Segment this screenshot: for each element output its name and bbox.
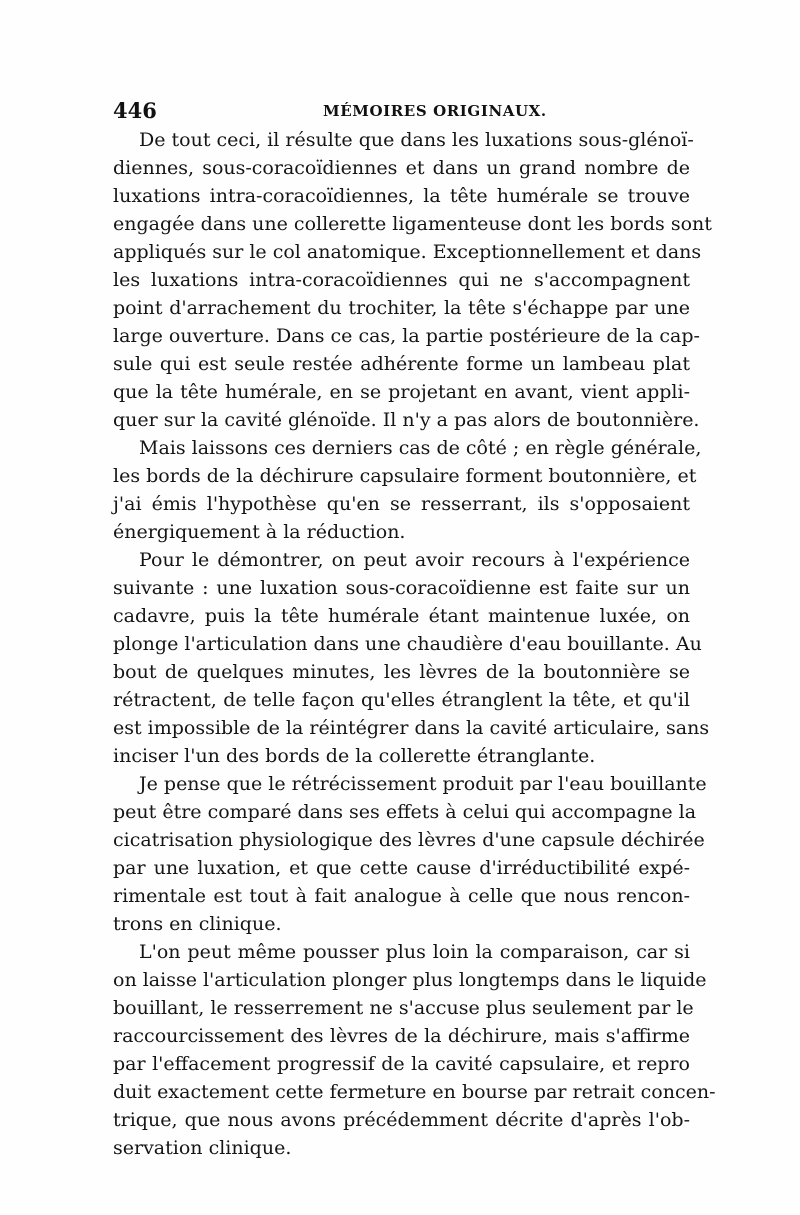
text-line: énergiquement à la réduction. xyxy=(113,521,406,543)
text-line: inciser l'un des bords de la collerette étranglante. xyxy=(113,745,596,767)
paragraph xyxy=(113,938,716,1162)
text-line: rétractent, de telle façon qu'elles étranglent la tête, et qu'il xyxy=(113,689,690,711)
text-line: peut être comparé dans ses effets à celui qui accompagne la xyxy=(113,801,697,823)
text-line: suivante : une luxation sous-coracoïdienne est faite sur un xyxy=(113,577,690,599)
text-line: trons en clinique. xyxy=(113,913,282,935)
text-line: on laisse l'articulation plonger plus longtemps dans le liquide xyxy=(113,969,707,991)
text-line: les luxations intra-coracoïdiennes qui ne s'accompagnent xyxy=(113,269,690,291)
body-text xyxy=(113,126,716,1162)
paragraph xyxy=(113,126,712,434)
text-line: point d'arrachement du trochiter, la tête s'échappe par une xyxy=(113,297,690,319)
text-line: L'on peut même pousser plus loin la comparaison, car si xyxy=(139,941,690,963)
text-line: appliqués sur le col anatomique. Exceptionnellement et dans xyxy=(113,241,702,263)
text-line: diennes, sous-coracoïdiennes et dans un grand nombre de xyxy=(113,157,690,179)
text-line: quer sur la cavité glénoïde. Il n'y a pas alors de boutonnière. xyxy=(113,409,700,431)
text-line: rimentale est tout à fait analogue à celle que nous rencon- xyxy=(113,885,690,907)
text-line: cicatrisation physiologique des lèvres d'une capsule déchirée xyxy=(113,829,705,851)
text-line: luxations intra-coracoïdiennes, la tête humérale se trouve xyxy=(113,185,690,207)
text-line: large ouverture. Dans ce cas, la partie postérieure de la cap- xyxy=(113,325,700,347)
text-line: j'ai émis l'hypothèse qu'en se resserrant, ils s'opposaient xyxy=(113,493,690,515)
text-line: bout de quelques minutes, les lèvres de la boutonnière se xyxy=(113,661,690,683)
text-line: trique, que nous avons précédemment décrite d'après l'ob- xyxy=(113,1109,690,1131)
page-header xyxy=(113,98,690,128)
text-line: sule qui est seule restée adhérente forme un lambeau plat xyxy=(113,353,690,375)
text-line: engagée dans une collerette ligamenteuse dont les bords sont xyxy=(113,213,712,235)
paragraph xyxy=(113,770,707,938)
text-line: Pour le démontrer, on peut avoir recours à l'expérience xyxy=(139,549,690,571)
text-line: par une luxation, et que cette cause d'irréductibilité expé- xyxy=(113,857,690,879)
text-line: raccourcissement des lèvres de la déchirure, mais s'affirme xyxy=(113,1025,690,1047)
text-line: bouillant, le resserrement ne s'accuse plus seulement par le xyxy=(113,997,694,1019)
text-line: servation clinique. xyxy=(113,1137,292,1159)
paragraph xyxy=(113,546,710,770)
text-line: est impossible de la réintégrer dans la cavité articulaire, sans xyxy=(113,717,710,739)
running-title: MÉMOIRES ORIGINAUX. xyxy=(323,102,547,120)
page-number: 446 xyxy=(113,98,157,123)
text-line: duit exactement cette fermeture en bourse par retrait concen- xyxy=(113,1081,716,1103)
text-line: De tout ceci, il résulte que dans les luxations sous-glénoï- xyxy=(139,129,694,151)
text-line: que la tête humérale, en se projetant en avant, vient appli- xyxy=(113,381,690,403)
text-line: les bords de la déchirure capsulaire forment boutonnière, et xyxy=(113,465,697,487)
text-line: plonge l'articulation dans une chaudière d'eau bouillante. Au xyxy=(113,633,702,655)
paragraph xyxy=(113,434,702,546)
text-line: par l'effacement progressif de la cavité capsulaire, et repro xyxy=(113,1053,690,1075)
text-line: Je pense que le rétrécissement produit par l'eau bouillante xyxy=(139,773,707,795)
text-line: Mais laissons ces derniers cas de côté ; en règle générale, xyxy=(139,437,702,459)
text-line: cadavre, puis la tête humérale étant maintenue luxée, on xyxy=(113,605,690,627)
